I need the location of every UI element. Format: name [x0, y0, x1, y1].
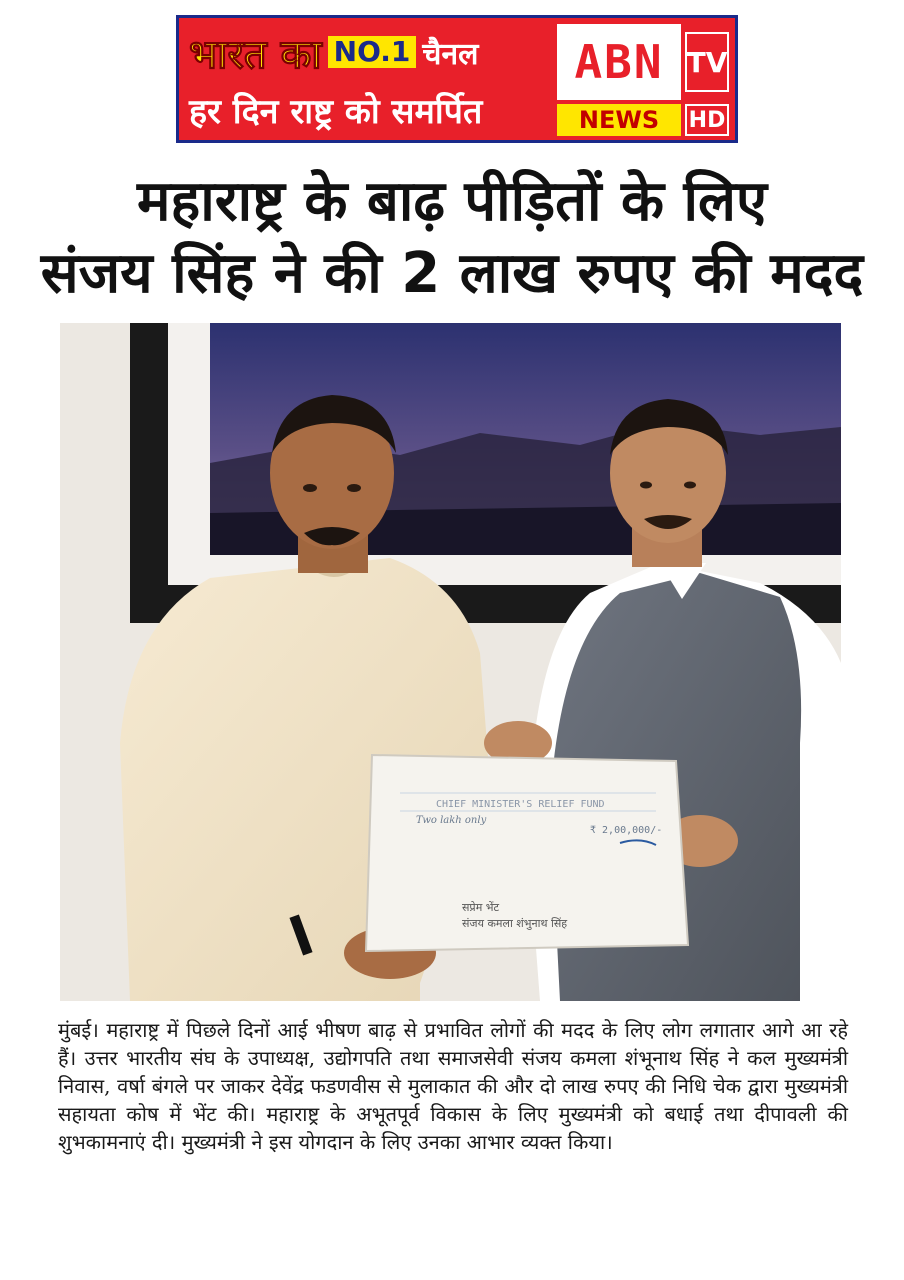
logo-news: NEWS: [557, 104, 681, 136]
banner-tagline-2: हर दिन राष्ट्र को समर्पित: [189, 92, 483, 132]
banner-channel: चैनल: [422, 36, 479, 72]
abn-news-logo: [557, 24, 729, 136]
headline-line-2: संजय सिंह ने की 2 लाख रुपए की मदद: [40, 241, 864, 306]
banner-no1: NO.1: [328, 36, 417, 68]
headline: [30, 166, 874, 310]
news-photo: [60, 323, 841, 1001]
check-payee: CHIEF MINISTER'S RELIEF FUND: [436, 799, 605, 810]
relief-fund-check: [366, 755, 688, 951]
logo-abn: ABN: [557, 24, 681, 100]
article-body: मुंबई। महाराष्ट्र में पिछले दिनों आई भीषण बाढ़ से प्रभावित लोगों की मदद के लिए लोग लगातार आगे आ रहे हैं। उत्तर भारतीय संघ के उपाध्यक्ष, उद्योगपति तथा समाजसेवी संजय कमला शंभूनाथ सिंह ने कल मुख्यमंत्री निवास, वर्षा बंगले पर जाकर देवेंद्र फडणवीस से मुलाकात की और दो लाख रुपए की निधि चेक द्वारा मुख्यमंत्री सहायता कोष में भेंट की। महाराष्ट्र के अभूतपूर्व विकास के लिए मुख्यमंत्री को बधाई तथा दीपावली की शुभकामनाएं दी। मुख्यमंत्री ने इस योगदान के लिए उनका आभार व्यक्त किया।: [58, 1018, 848, 1154]
envelope-line-2: संजय कमला शंभुनाथ सिंह: [462, 917, 568, 930]
check-amount: ₹ 2,00,000/-: [590, 825, 663, 836]
logo-tv: TV: [685, 32, 729, 92]
envelope-line-1: सप्रेम भेंट: [462, 901, 500, 914]
banner-tagline-1: [189, 26, 478, 78]
check-words: Two lakh only: [416, 815, 487, 826]
headline-line-1: महाराष्ट्र के बाढ़ पीड़ितों के लिए: [137, 169, 767, 234]
channel-banner: [176, 15, 738, 143]
logo-hd: HD: [685, 104, 729, 136]
banner-prefix: भारत का: [189, 31, 322, 78]
